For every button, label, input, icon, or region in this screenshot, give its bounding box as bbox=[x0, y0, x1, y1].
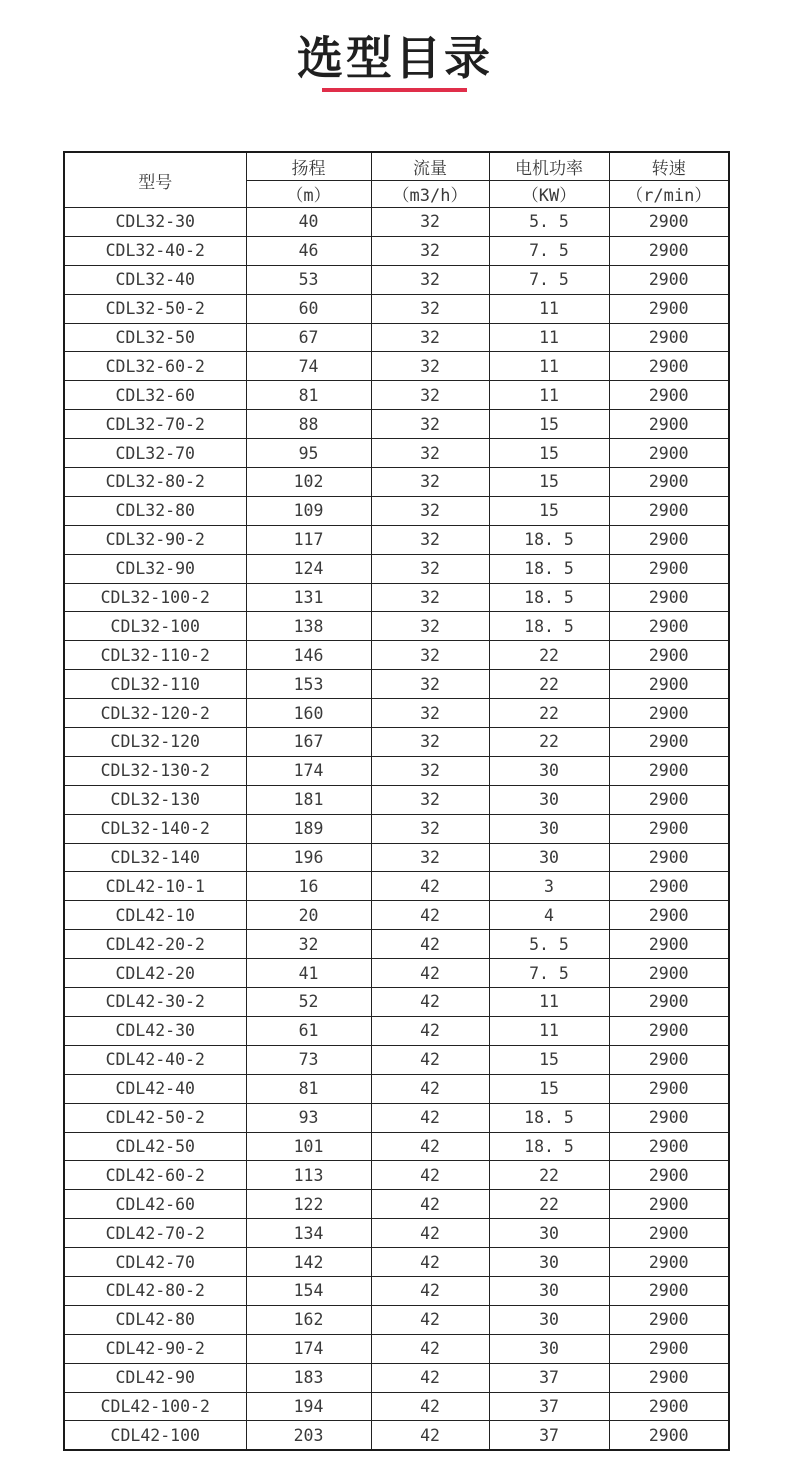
cell-head: 181 bbox=[246, 785, 371, 814]
cell-speed: 2900 bbox=[609, 872, 729, 901]
cell-power: 30 bbox=[489, 1219, 609, 1248]
cell-power: 3 bbox=[489, 872, 609, 901]
cell-flow: 32 bbox=[371, 439, 489, 468]
column-unit-head: （m） bbox=[246, 180, 371, 208]
cell-speed: 2900 bbox=[609, 352, 729, 381]
table-row bbox=[64, 410, 729, 439]
column-header-model: 型号 bbox=[64, 152, 246, 208]
cell-speed: 2900 bbox=[609, 468, 729, 497]
cell-model: CDL42-70 bbox=[64, 1248, 246, 1277]
cell-speed: 2900 bbox=[609, 1392, 729, 1421]
cell-flow: 42 bbox=[371, 901, 489, 930]
cell-model: CDL32-40-2 bbox=[64, 236, 246, 265]
cell-flow: 42 bbox=[371, 872, 489, 901]
cell-head: 74 bbox=[246, 352, 371, 381]
cell-model: CDL32-120-2 bbox=[64, 699, 246, 728]
table-row bbox=[64, 1305, 729, 1334]
cell-speed: 2900 bbox=[609, 1190, 729, 1219]
cell-model: CDL42-50 bbox=[64, 1132, 246, 1161]
cell-flow: 42 bbox=[371, 1190, 489, 1219]
cell-model: CDL32-110-2 bbox=[64, 641, 246, 670]
cell-head: 101 bbox=[246, 1132, 371, 1161]
cell-power: 22 bbox=[489, 728, 609, 757]
table-row bbox=[64, 1334, 729, 1363]
cell-head: 142 bbox=[246, 1248, 371, 1277]
table-row bbox=[64, 872, 729, 901]
cell-head: 53 bbox=[246, 265, 371, 294]
cell-flow: 42 bbox=[371, 1248, 489, 1277]
cell-speed: 2900 bbox=[609, 265, 729, 294]
cell-speed: 2900 bbox=[609, 410, 729, 439]
cell-power: 37 bbox=[489, 1421, 609, 1450]
cell-power: 30 bbox=[489, 1334, 609, 1363]
cell-speed: 2900 bbox=[609, 930, 729, 959]
table-row bbox=[64, 1161, 729, 1190]
cell-flow: 42 bbox=[371, 1305, 489, 1334]
cell-power: 30 bbox=[489, 1276, 609, 1305]
cell-flow: 42 bbox=[371, 959, 489, 988]
cell-model: CDL42-30 bbox=[64, 1016, 246, 1045]
table-row bbox=[64, 294, 729, 323]
cell-flow: 42 bbox=[371, 988, 489, 1017]
cell-flow: 42 bbox=[371, 930, 489, 959]
table-row bbox=[64, 901, 729, 930]
cell-flow: 32 bbox=[371, 323, 489, 352]
cell-power: 18. 5 bbox=[489, 1132, 609, 1161]
title-underline-decoration bbox=[322, 88, 467, 92]
cell-power: 15 bbox=[489, 410, 609, 439]
cell-model: CDL42-10-1 bbox=[64, 872, 246, 901]
cell-model: CDL42-20 bbox=[64, 959, 246, 988]
column-header-flow: 流量 bbox=[371, 152, 489, 180]
cell-flow: 42 bbox=[371, 1103, 489, 1132]
cell-power: 15 bbox=[489, 439, 609, 468]
cell-power: 7. 5 bbox=[489, 265, 609, 294]
cell-flow: 32 bbox=[371, 670, 489, 699]
cell-power: 11 bbox=[489, 294, 609, 323]
cell-flow: 32 bbox=[371, 294, 489, 323]
cell-model: CDL32-120 bbox=[64, 728, 246, 757]
table-row bbox=[64, 208, 729, 237]
cell-model: CDL42-70-2 bbox=[64, 1219, 246, 1248]
cell-head: 134 bbox=[246, 1219, 371, 1248]
cell-model: CDL42-20-2 bbox=[64, 930, 246, 959]
cell-head: 41 bbox=[246, 959, 371, 988]
cell-head: 138 bbox=[246, 612, 371, 641]
cell-model: CDL32-80-2 bbox=[64, 468, 246, 497]
cell-power: 11 bbox=[489, 381, 609, 410]
cell-speed: 2900 bbox=[609, 670, 729, 699]
cell-model: CDL32-60 bbox=[64, 381, 246, 410]
cell-flow: 32 bbox=[371, 496, 489, 525]
table-row bbox=[64, 959, 729, 988]
cell-speed: 2900 bbox=[609, 1161, 729, 1190]
cell-model: CDL42-100-2 bbox=[64, 1392, 246, 1421]
cell-speed: 2900 bbox=[609, 323, 729, 352]
cell-flow: 32 bbox=[371, 641, 489, 670]
cell-speed: 2900 bbox=[609, 294, 729, 323]
table-row bbox=[64, 988, 729, 1017]
cell-model: CDL42-60 bbox=[64, 1190, 246, 1219]
cell-model: CDL42-10 bbox=[64, 901, 246, 930]
cell-speed: 2900 bbox=[609, 1334, 729, 1363]
cell-power: 18. 5 bbox=[489, 1103, 609, 1132]
cell-head: 117 bbox=[246, 525, 371, 554]
cell-flow: 32 bbox=[371, 525, 489, 554]
table-row bbox=[64, 323, 729, 352]
column-unit-speed: （r/min） bbox=[609, 180, 729, 208]
cell-model: CDL32-90 bbox=[64, 554, 246, 583]
cell-model: CDL42-50-2 bbox=[64, 1103, 246, 1132]
table-row bbox=[64, 468, 729, 497]
cell-model: CDL32-60-2 bbox=[64, 352, 246, 381]
cell-model: CDL32-50-2 bbox=[64, 294, 246, 323]
cell-flow: 42 bbox=[371, 1132, 489, 1161]
cell-model: CDL42-60-2 bbox=[64, 1161, 246, 1190]
table-row bbox=[64, 1016, 729, 1045]
cell-head: 174 bbox=[246, 1334, 371, 1363]
cell-head: 167 bbox=[246, 728, 371, 757]
cell-power: 30 bbox=[489, 756, 609, 785]
cell-power: 11 bbox=[489, 352, 609, 381]
cell-flow: 42 bbox=[371, 1074, 489, 1103]
cell-model: CDL32-30 bbox=[64, 208, 246, 237]
cell-head: 162 bbox=[246, 1305, 371, 1334]
cell-power: 5. 5 bbox=[489, 930, 609, 959]
cell-head: 160 bbox=[246, 699, 371, 728]
cell-head: 60 bbox=[246, 294, 371, 323]
cell-head: 122 bbox=[246, 1190, 371, 1219]
cell-model: CDL32-100 bbox=[64, 612, 246, 641]
cell-model: CDL32-140-2 bbox=[64, 814, 246, 843]
table-row bbox=[64, 930, 729, 959]
cell-head: 20 bbox=[246, 901, 371, 930]
cell-head: 46 bbox=[246, 236, 371, 265]
cell-power: 15 bbox=[489, 496, 609, 525]
cell-head: 124 bbox=[246, 554, 371, 583]
cell-power: 22 bbox=[489, 699, 609, 728]
table-row bbox=[64, 670, 729, 699]
cell-flow: 42 bbox=[371, 1363, 489, 1392]
cell-speed: 2900 bbox=[609, 641, 729, 670]
table-row bbox=[64, 496, 729, 525]
cell-head: 73 bbox=[246, 1045, 371, 1074]
column-header-power: 电机功率 bbox=[489, 152, 609, 180]
cell-speed: 2900 bbox=[609, 525, 729, 554]
cell-power: 18. 5 bbox=[489, 554, 609, 583]
cell-speed: 2900 bbox=[609, 612, 729, 641]
cell-speed: 2900 bbox=[609, 236, 729, 265]
cell-speed: 2900 bbox=[609, 756, 729, 785]
cell-flow: 42 bbox=[371, 1161, 489, 1190]
cell-model: CDL42-100 bbox=[64, 1421, 246, 1450]
table-row bbox=[64, 843, 729, 872]
cell-model: CDL32-130 bbox=[64, 785, 246, 814]
cell-power: 11 bbox=[489, 988, 609, 1017]
page-title: 选型目录 bbox=[297, 32, 493, 84]
column-unit-power: （KW） bbox=[489, 180, 609, 208]
table-row bbox=[64, 1392, 729, 1421]
cell-model: CDL32-50 bbox=[64, 323, 246, 352]
cell-speed: 2900 bbox=[609, 728, 729, 757]
cell-flow: 32 bbox=[371, 583, 489, 612]
cell-head: 153 bbox=[246, 670, 371, 699]
table-row bbox=[64, 699, 729, 728]
table-row bbox=[64, 1190, 729, 1219]
cell-flow: 32 bbox=[371, 381, 489, 410]
cell-speed: 2900 bbox=[609, 959, 729, 988]
selection-catalog-table bbox=[63, 151, 730, 1451]
table-row bbox=[64, 525, 729, 554]
cell-flow: 32 bbox=[371, 410, 489, 439]
cell-model: CDL42-40 bbox=[64, 1074, 246, 1103]
cell-power: 11 bbox=[489, 1016, 609, 1045]
cell-flow: 32 bbox=[371, 265, 489, 294]
cell-model: CDL32-70 bbox=[64, 439, 246, 468]
table-row bbox=[64, 1219, 729, 1248]
cell-model: CDL32-130-2 bbox=[64, 756, 246, 785]
table-row bbox=[64, 641, 729, 670]
cell-speed: 2900 bbox=[609, 1103, 729, 1132]
cell-flow: 42 bbox=[371, 1016, 489, 1045]
table-row bbox=[64, 1132, 729, 1161]
cell-head: 113 bbox=[246, 1161, 371, 1190]
cell-head: 81 bbox=[246, 381, 371, 410]
table-row bbox=[64, 265, 729, 294]
cell-head: 109 bbox=[246, 496, 371, 525]
cell-flow: 42 bbox=[371, 1045, 489, 1074]
cell-speed: 2900 bbox=[609, 1132, 729, 1161]
cell-head: 194 bbox=[246, 1392, 371, 1421]
cell-flow: 32 bbox=[371, 843, 489, 872]
cell-head: 203 bbox=[246, 1421, 371, 1450]
cell-speed: 2900 bbox=[609, 1276, 729, 1305]
cell-speed: 2900 bbox=[609, 988, 729, 1017]
cell-power: 37 bbox=[489, 1392, 609, 1421]
table-row bbox=[64, 1103, 729, 1132]
cell-head: 146 bbox=[246, 641, 371, 670]
cell-power: 37 bbox=[489, 1363, 609, 1392]
cell-power: 30 bbox=[489, 843, 609, 872]
cell-model: CDL42-40-2 bbox=[64, 1045, 246, 1074]
table-row bbox=[64, 814, 729, 843]
cell-power: 18. 5 bbox=[489, 612, 609, 641]
cell-speed: 2900 bbox=[609, 381, 729, 410]
cell-speed: 2900 bbox=[609, 1421, 729, 1450]
table-body bbox=[64, 208, 729, 1451]
cell-flow: 32 bbox=[371, 612, 489, 641]
cell-model: CDL42-30-2 bbox=[64, 988, 246, 1017]
cell-flow: 32 bbox=[371, 699, 489, 728]
table-row bbox=[64, 554, 729, 583]
cell-head: 95 bbox=[246, 439, 371, 468]
cell-flow: 32 bbox=[371, 756, 489, 785]
cell-flow: 42 bbox=[371, 1219, 489, 1248]
table-row bbox=[64, 381, 729, 410]
column-unit-flow: （m3/h） bbox=[371, 180, 489, 208]
table-row bbox=[64, 728, 729, 757]
cell-flow: 42 bbox=[371, 1276, 489, 1305]
cell-model: CDL42-90-2 bbox=[64, 1334, 246, 1363]
cell-power: 30 bbox=[489, 1305, 609, 1334]
cell-power: 4 bbox=[489, 901, 609, 930]
cell-flow: 42 bbox=[371, 1392, 489, 1421]
cell-flow: 42 bbox=[371, 1421, 489, 1450]
cell-head: 174 bbox=[246, 756, 371, 785]
cell-flow: 32 bbox=[371, 814, 489, 843]
cell-power: 5. 5 bbox=[489, 208, 609, 237]
cell-model: CDL32-70-2 bbox=[64, 410, 246, 439]
cell-head: 16 bbox=[246, 872, 371, 901]
table-row bbox=[64, 612, 729, 641]
cell-head: 131 bbox=[246, 583, 371, 612]
cell-speed: 2900 bbox=[609, 843, 729, 872]
table-row bbox=[64, 1248, 729, 1277]
cell-power: 30 bbox=[489, 814, 609, 843]
cell-flow: 32 bbox=[371, 554, 489, 583]
cell-speed: 2900 bbox=[609, 583, 729, 612]
cell-flow: 42 bbox=[371, 1334, 489, 1363]
table-row bbox=[64, 1074, 729, 1103]
cell-power: 18. 5 bbox=[489, 525, 609, 554]
cell-power: 15 bbox=[489, 468, 609, 497]
cell-model: CDL42-80-2 bbox=[64, 1276, 246, 1305]
table-row bbox=[64, 583, 729, 612]
cell-flow: 32 bbox=[371, 468, 489, 497]
table-row bbox=[64, 756, 729, 785]
cell-head: 40 bbox=[246, 208, 371, 237]
cell-speed: 2900 bbox=[609, 1074, 729, 1103]
cell-flow: 32 bbox=[371, 236, 489, 265]
cell-speed: 2900 bbox=[609, 208, 729, 237]
cell-speed: 2900 bbox=[609, 496, 729, 525]
cell-head: 102 bbox=[246, 468, 371, 497]
cell-speed: 2900 bbox=[609, 699, 729, 728]
cell-power: 15 bbox=[489, 1074, 609, 1103]
cell-power: 15 bbox=[489, 1045, 609, 1074]
cell-power: 22 bbox=[489, 1161, 609, 1190]
cell-head: 52 bbox=[246, 988, 371, 1017]
table-row bbox=[64, 352, 729, 381]
table-row bbox=[64, 785, 729, 814]
column-header-head: 扬程 bbox=[246, 152, 371, 180]
cell-flow: 32 bbox=[371, 208, 489, 237]
table-row bbox=[64, 1045, 729, 1074]
cell-flow: 32 bbox=[371, 785, 489, 814]
cell-power: 22 bbox=[489, 641, 609, 670]
cell-power: 7. 5 bbox=[489, 959, 609, 988]
table-row bbox=[64, 439, 729, 468]
cell-head: 32 bbox=[246, 930, 371, 959]
cell-head: 88 bbox=[246, 410, 371, 439]
cell-model: CDL32-90-2 bbox=[64, 525, 246, 554]
cell-head: 196 bbox=[246, 843, 371, 872]
cell-speed: 2900 bbox=[609, 554, 729, 583]
cell-flow: 32 bbox=[371, 728, 489, 757]
cell-speed: 2900 bbox=[609, 785, 729, 814]
cell-head: 189 bbox=[246, 814, 371, 843]
cell-model: CDL42-80 bbox=[64, 1305, 246, 1334]
cell-power: 22 bbox=[489, 1190, 609, 1219]
cell-speed: 2900 bbox=[609, 1305, 729, 1334]
cell-speed: 2900 bbox=[609, 814, 729, 843]
cell-model: CDL32-40 bbox=[64, 265, 246, 294]
cell-model: CDL32-80 bbox=[64, 496, 246, 525]
table-row bbox=[64, 1363, 729, 1392]
cell-model: CDL32-140 bbox=[64, 843, 246, 872]
table-row bbox=[64, 1421, 729, 1450]
table-row bbox=[64, 1276, 729, 1305]
cell-flow: 32 bbox=[371, 352, 489, 381]
cell-speed: 2900 bbox=[609, 439, 729, 468]
cell-speed: 2900 bbox=[609, 1045, 729, 1074]
cell-speed: 2900 bbox=[609, 901, 729, 930]
cell-power: 30 bbox=[489, 785, 609, 814]
cell-power: 18. 5 bbox=[489, 583, 609, 612]
cell-head: 81 bbox=[246, 1074, 371, 1103]
cell-model: CDL42-90 bbox=[64, 1363, 246, 1392]
cell-head: 61 bbox=[246, 1016, 371, 1045]
cell-head: 154 bbox=[246, 1276, 371, 1305]
cell-speed: 2900 bbox=[609, 1248, 729, 1277]
cell-power: 11 bbox=[489, 323, 609, 352]
column-header-speed: 转速 bbox=[609, 152, 729, 180]
cell-power: 7. 5 bbox=[489, 236, 609, 265]
cell-speed: 2900 bbox=[609, 1363, 729, 1392]
cell-power: 22 bbox=[489, 670, 609, 699]
cell-power: 30 bbox=[489, 1248, 609, 1277]
cell-speed: 2900 bbox=[609, 1016, 729, 1045]
table-row bbox=[64, 236, 729, 265]
cell-speed: 2900 bbox=[609, 1219, 729, 1248]
cell-model: CDL32-100-2 bbox=[64, 583, 246, 612]
cell-head: 93 bbox=[246, 1103, 371, 1132]
table-header bbox=[64, 152, 729, 208]
cell-model: CDL32-110 bbox=[64, 670, 246, 699]
cell-head: 183 bbox=[246, 1363, 371, 1392]
cell-head: 67 bbox=[246, 323, 371, 352]
